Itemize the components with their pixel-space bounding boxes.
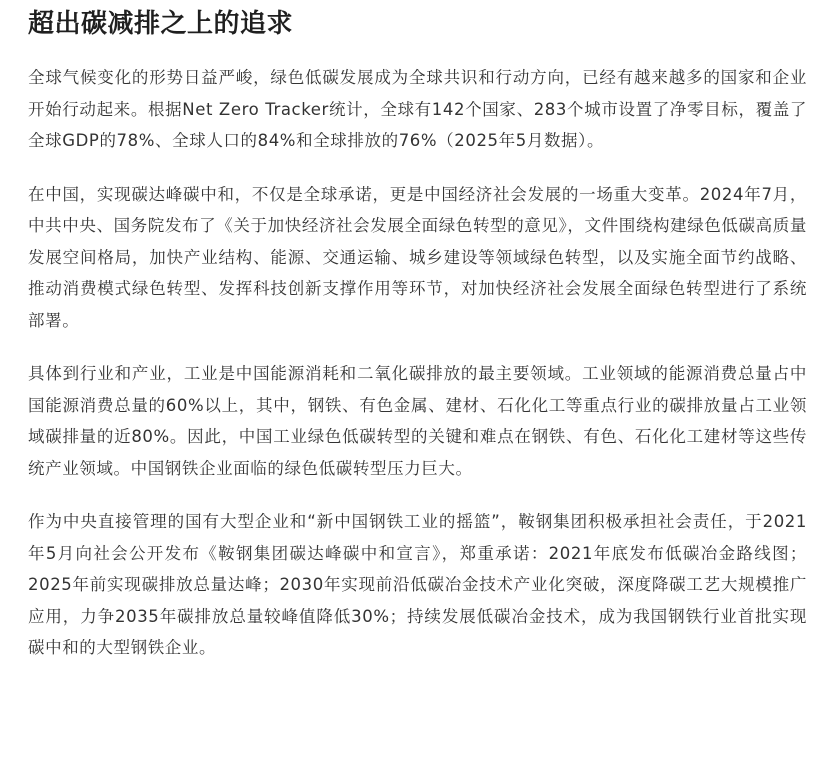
paragraph-china-carbon-goals: 在中国，实现碳达峰碳中和，不仅是全球承诺，更是中国经济社会发展的一场重大变革。2024年7月，中共中央、国务院发布了《关于加快经济社会发展全面绿色转型的意见》，文件围绕构建绿色低碳高质量发展空间格局，加快产业结构、能源、交通运输、城乡建设等领域绿色转型，以及实施全面节约战略、推动消费模式绿色转型、发挥科技创新支撑作用等环节，对加快经济社会发展全面绿色转型进行了系统部署。 [28,184,807,330]
paragraph-industry-emissions: 具体到行业和产业，工业是中国能源消耗和二氧化碳排放的最主要领域。工业领域的能源消费总量占中国能源消费总量的60%以上，其中，钢铁、有色金属、建材、石化化工等重点行业的碳排放量占工业领域碳排量的近80%。因此，中国工业绿色低碳转型的关键和难点在钢铁、有色、石化化工建材等这些传统产业领域。中国钢铁企业面临的绿色低碳转型压力巨大。 [28,364,807,478]
paragraph-ansteel-commitment: 作为中央直接管理的国有大型企业和“新中国钢铁工业的摇篮”，鞍钢集团积极承担社会责任，于2021年5月向社会公开发布《鞍钢集团碳达峰碳中和宣言》，郑重承诺：2021年底发布低碳冶金路线图；2025年前实现碳排放总量达峰；2030年实现前沿低碳冶金技术产业化突破，深度降碳工艺大规模推广应用，力争2035年碳排放总量较峰值降低30%；持续发展低碳冶金技术，成为我国钢铁行业首批实现碳中和的大型钢铁企业。 [28,512,807,657]
paragraph-global-climate: 全球气候变化的形势日益严峻，绿色低碳发展成为全球共识和行动方向，已经有越来越多的国家和企业开始行动起来。根据Net Zero Tracker统计，全球有142个国家、283个城市设置了净零目标，覆盖了全球GDP的78%、全球人口的84%和全球排放的76%（2025年5月数据）。 [28,68,807,150]
article-title: 超出碳减排之上的追求 [28,9,294,39]
